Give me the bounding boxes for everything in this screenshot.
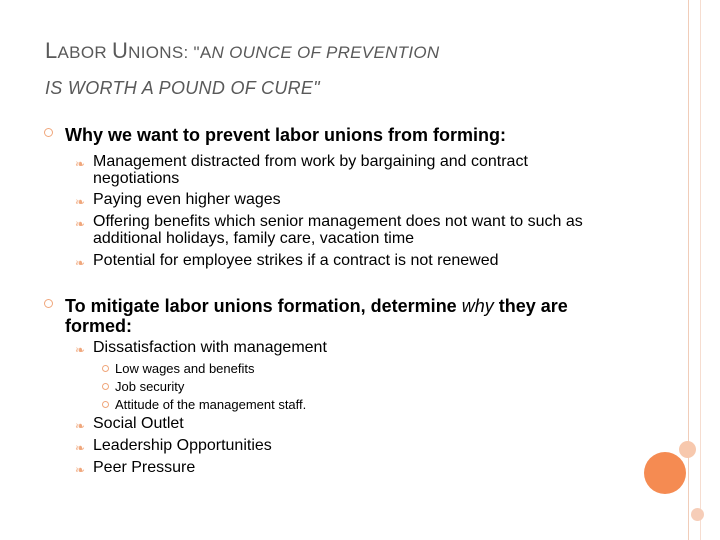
hollow-circle-bullet-icon <box>44 128 53 137</box>
section-heading <box>65 125 506 145</box>
title-text: N OUNCE OF PREVENTION <box>211 43 440 62</box>
decorative-circle <box>691 508 704 521</box>
title-text: L <box>45 38 58 63</box>
item-text: Peer Pressure <box>93 459 196 476</box>
fleuron-bullet-icon: ❧ <box>75 463 86 477</box>
list-item <box>75 153 593 187</box>
fleuron-bullet-icon: ❧ <box>75 157 86 171</box>
heading-emphasis: why <box>461 296 494 316</box>
hollow-circle-bullet-icon <box>102 365 109 372</box>
heading-text: Why we want to prevent labor unions from forming: <box>65 125 507 145</box>
subitem-text: Job security <box>115 379 185 394</box>
hollow-circle-bullet-icon <box>102 401 109 408</box>
item-text: Potential for employee strikes if a contract is not renewed <box>93 252 499 269</box>
hollow-circle-bullet-icon <box>44 299 53 308</box>
item-text: Offering benefits which senior management does not want to such as additional holidays, family care, vacation time <box>93 213 583 247</box>
list-item <box>75 437 593 455</box>
title-text: ABOR <box>57 43 112 62</box>
list-item <box>75 252 593 270</box>
subitem-text: Attitude of the management staff. <box>115 397 307 412</box>
fleuron-bullet-icon: ❧ <box>75 195 86 209</box>
item-text: Paying even higher wages <box>93 191 281 208</box>
decorative-circle <box>679 441 696 458</box>
sub-list-item <box>115 361 254 376</box>
item-text: Social Outlet <box>93 415 184 432</box>
slide-title <box>45 38 439 99</box>
item-text: Leadership Opportunities <box>93 437 272 454</box>
title-text: NIONS: "A <box>128 43 212 62</box>
hollow-circle-bullet-icon <box>102 383 109 390</box>
fleuron-bullet-icon: ❧ <box>75 343 86 357</box>
fleuron-bullet-icon: ❧ <box>75 419 86 433</box>
title-text: U <box>111 38 129 63</box>
sub-list-item <box>115 379 184 394</box>
decorative-line <box>688 0 689 540</box>
item-text: Management distracted from work by bargaining and contract negotiations <box>93 153 528 187</box>
decorative-line <box>700 0 701 540</box>
subitem-text: Low wages and benefits <box>115 361 255 376</box>
fleuron-bullet-icon: ❧ <box>75 441 86 455</box>
heading-text: they are formed: <box>65 296 568 336</box>
title-text: IS WORTH A POUND OF CURE" <box>45 78 320 98</box>
list-item <box>75 191 593 209</box>
item-text: Dissatisfaction with management <box>93 339 327 356</box>
decorative-circle <box>644 452 686 494</box>
sub-list-item <box>115 397 306 412</box>
fleuron-bullet-icon: ❧ <box>75 256 86 270</box>
list-item <box>75 459 593 477</box>
list-item <box>75 339 593 357</box>
heading-text: To mitigate labor unions formation, determine <box>65 296 462 316</box>
fleuron-bullet-icon: ❧ <box>75 217 86 231</box>
section-heading <box>65 296 625 336</box>
list-item <box>75 213 593 247</box>
list-item <box>75 415 593 433</box>
